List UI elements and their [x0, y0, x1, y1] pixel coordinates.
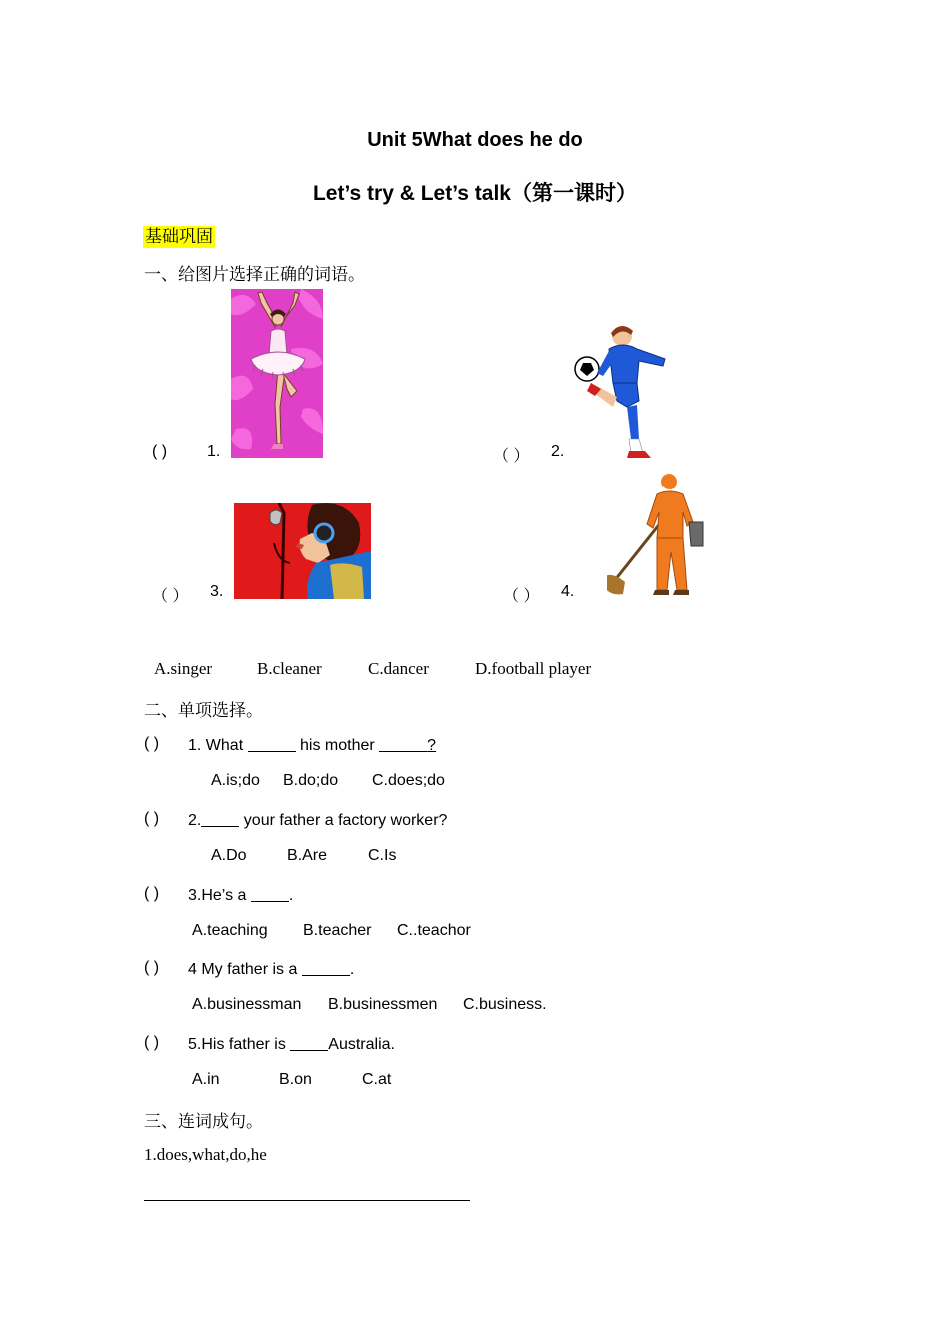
q2-option-b: B.Are	[287, 847, 328, 864]
q3-blank[interactable]	[251, 885, 289, 902]
q3-text: 3.He’s a .	[188, 887, 294, 904]
q4-option-b: B.businessmen	[328, 996, 438, 1013]
option-b: B.cleaner	[257, 659, 322, 678]
q4-bracket[interactable]: ( )	[144, 959, 160, 976]
q1-text: 1. What his mother ?	[188, 737, 437, 754]
answer-line[interactable]	[144, 1200, 470, 1201]
q2-blank[interactable]	[201, 810, 239, 827]
item3-bracket[interactable]: （ ）	[152, 588, 189, 605]
q5-option-a: A.in	[192, 1071, 220, 1088]
q3-option-a: A.teaching	[192, 922, 268, 939]
q1-blank-2[interactable]	[379, 735, 427, 752]
basics-label: 基础巩固	[145, 227, 213, 247]
q1-option-c: C.does;do	[372, 772, 445, 789]
item2-number: 2.	[551, 443, 565, 460]
q3-bracket[interactable]: ( )	[144, 885, 160, 902]
lesson-subtitle: Let’s try & Let’s talk（第一课时）	[312, 182, 637, 205]
section3-heading: 三、连词成句。	[144, 1112, 263, 1132]
section2-heading: 二、单项选择。	[144, 701, 263, 721]
q1-blank-1[interactable]	[248, 735, 296, 752]
option-c: C.dancer	[368, 659, 429, 678]
q4-text: 4 My father is a .	[188, 961, 355, 978]
item4-number: 4.	[561, 583, 575, 600]
q2-text: 2. your father a factory worker?	[188, 812, 448, 829]
item3-number: 3.	[210, 583, 224, 600]
q4-option-a: A.businessman	[192, 996, 302, 1013]
q2-option-c: C.Is	[368, 847, 397, 864]
q3-option-b: B.teacher	[303, 922, 372, 939]
q2-bracket[interactable]: ( )	[144, 810, 160, 827]
q5-bracket[interactable]: ( )	[144, 1034, 160, 1051]
unit-title: Unit 5What does he do	[367, 129, 583, 151]
option-d: D.football player	[475, 659, 592, 678]
q5-option-b: B.on	[279, 1071, 312, 1088]
q2-option-a: A.Do	[211, 847, 247, 864]
q4-option-c: C.business.	[463, 996, 547, 1013]
q1-option-b: B.do;do	[283, 772, 339, 789]
item2-bracket[interactable]: （ ）	[493, 448, 530, 465]
q1-option-a: A.is;do	[211, 772, 260, 789]
q3-option-c: C..teachor	[397, 922, 471, 939]
option-a: A.singer	[154, 659, 213, 678]
football-player-picture	[573, 321, 669, 459]
q1-bracket[interactable]: ( )	[144, 735, 160, 752]
q4-blank[interactable]	[302, 959, 350, 976]
section1-heading: 一、给图片选择正确的词语。	[144, 265, 365, 285]
item1-bracket[interactable]: ( )	[152, 443, 168, 460]
cleaner-picture	[607, 472, 707, 596]
q5-blank[interactable]	[290, 1034, 328, 1051]
q5-option-c: C.at	[362, 1071, 392, 1088]
item1-number: 1.	[207, 443, 221, 460]
item4-bracket[interactable]: （ ）	[503, 588, 540, 605]
dancer-picture	[231, 289, 323, 458]
sentence-item-1: 1.does,what,do,he	[144, 1145, 267, 1164]
singer-picture	[234, 503, 371, 599]
q5-text: 5.His father is Australia.	[188, 1036, 395, 1053]
